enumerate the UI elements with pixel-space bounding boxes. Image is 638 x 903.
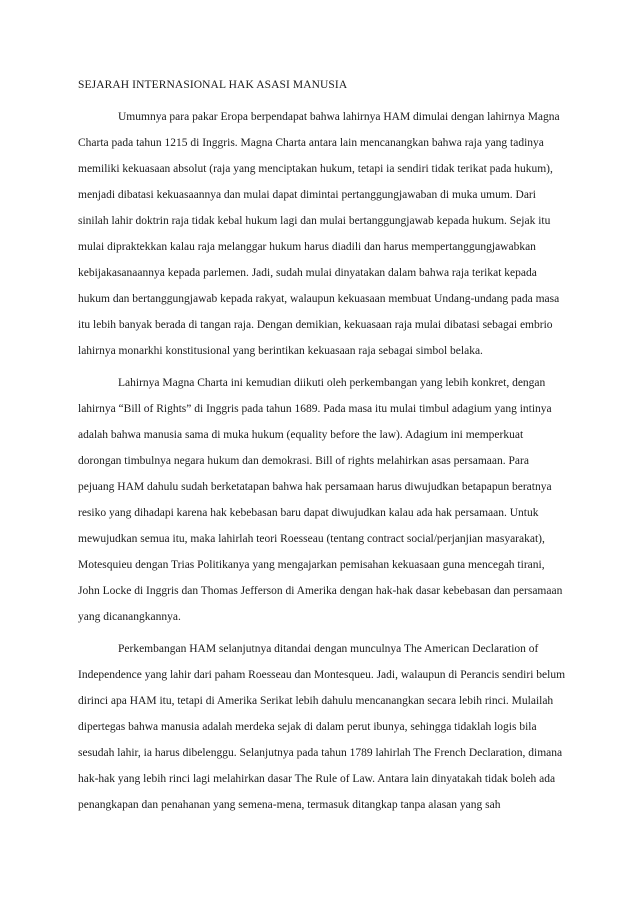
paragraph-bill-of-rights: Lahirnya Magna Charta ini kemudian diikuti oleh perkembangan yang lebih konkret, dengan lahirnya “Bill of Rights” di Inggris pada tahun 1689. Pada masa itu mulai timbul adagium yang intinya adalah bahwa manusia sama di muka hukum (equality before the law). Adagium ini memperkuat dorongan timbulnya negara hukum dan demokrasi. Bill of rights melahirkan asas persamaan. Para pejuang HAM dahulu sudah berketatapan bahwa hak persamaan harus diwujudkan betapapun beratnya resiko yang dihadapi karena hak kebebasan baru dapat diwujudkan kalau ada hak persamaan. Untuk mewujudkan semua itu, maka lahirlah teori Roesseau (tentang contract social/perjanjian masyarakat), Motesquieu dengan Trias Politikanya yang mengajarkan pemisahan kekuasaan guna mencegah tirani, John Locke di Inggris dan Thomas Jefferson di Amerika dengan hak-hak dasar kebebasan dan persamaan yang dicanangkannya. bbox=[78, 377, 563, 623]
paragraph-american-declaration: Perkembangan HAM selanjutnya ditandai dengan munculnya The American Declaration of Independence yang lahir dari paham Roesseau dan Montesqueu. Jadi, walaupun di Perancis sendiri belum dirinci apa HAM itu, tetapi di Amerika Serikat lebih dahulu mencanangkan secara lebih rinci. Mulailah dipertegas bahwa manusia adalah merdeka sejak di dalam perut ibunya, sehingga tidaklah logis bila sesudah lahir, ia harus dibelenggu. Selanjutnya pada tahun 1789 lahirlah The French Declaration, dimana hak-hak yang lebih rinci lagi melahirkan dasar The Rule of Law. Antara lain dinyatakah tidak boleh ada penangkapan dan penahanan yang semena-mena, termasuk ditangkap tanpa alasan yang sah bbox=[78, 643, 566, 811]
paragraph-magna-charta: Umumnya para pakar Eropa berpendapat bahwa lahirnya HAM dimulai dengan lahirnya Magna Charta pada tahun 1215 di Inggris. Magna Charta antara lain mencanangkan bahwa raja yang tadinya memiliki kekuasaan absolut (raja yang menciptakan hukum, tetapi ia sendiri tidak terikat pada hukum), menjadi dibatasi kekuasaannya dan mulai dapat dimintai pertanggungjawaban di muka umum. Dari sinilah lahir doktrin raja tidak kebal hukum lagi dan mulai bertanggungjawab kepada hukum. Sejak itu mulai dipraktekkan kalau raja melanggar hukum harus diadili dan harus mempertanggungjawabkan kebijakasanaannya kepada parlemen. Jadi, sudah mulai dinyatakan dalam bahwa raja terikat kepada hukum dan bertanggungjawab kepada rakyat, walaupun kekuasaan membuat Undang-undang pada masa itu lebih banyak berada di tangan raja. Dengan demikian, kekuasaan raja mulai dibatasi sebagai embrio lahirnya monarkhi konstitusional yang berintikan kekuasaan raja sebagai simbol belaka. bbox=[78, 111, 560, 357]
document-title: SEJARAH INTERNASIONAL HAK ASASI MANUSIA bbox=[78, 79, 348, 91]
